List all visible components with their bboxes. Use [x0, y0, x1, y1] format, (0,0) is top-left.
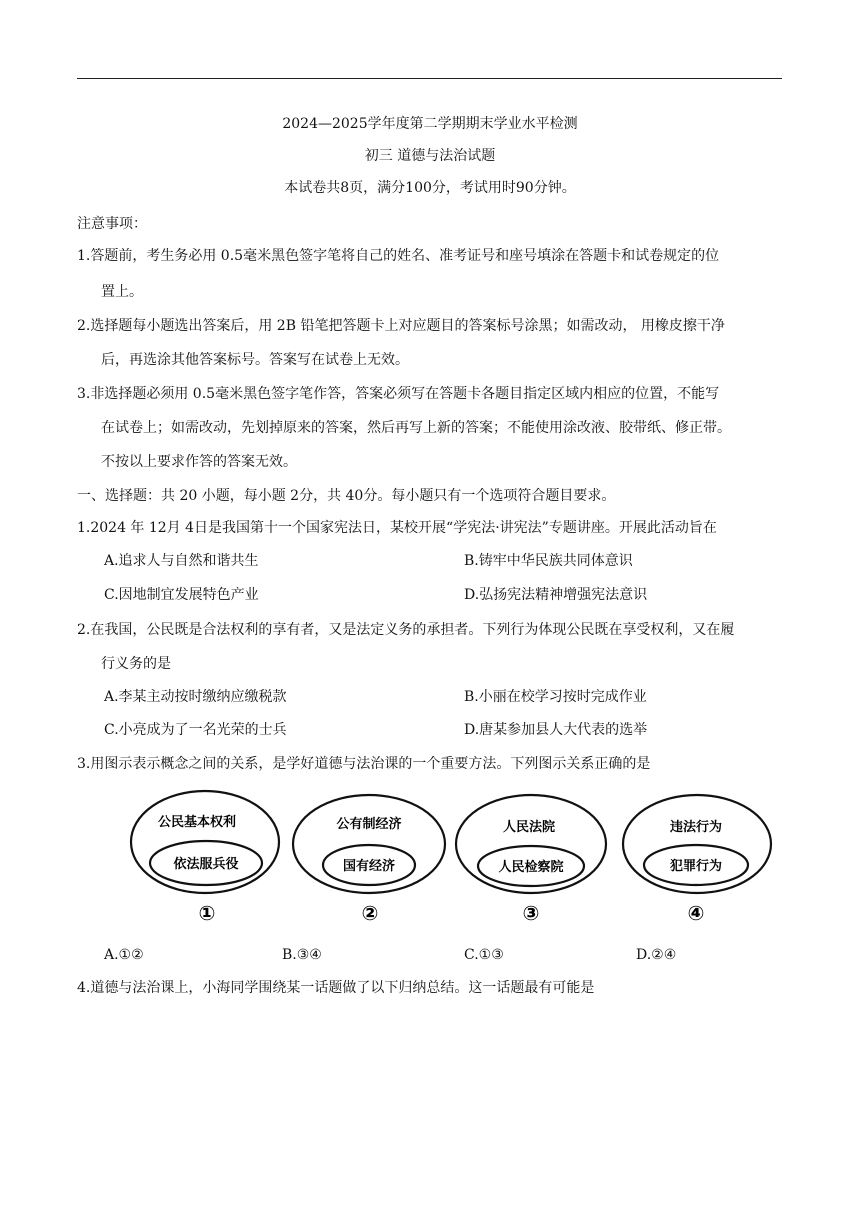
exam-title: 2024—2025学年度第二学期期末学业水平检测 [282, 116, 578, 132]
q3-option-d[interactable]: D.②④ [636, 947, 677, 963]
q2-stem-line-2: 行义务的是 [101, 656, 171, 672]
q1-option-d[interactable]: D.弘扬宪法精神增强宪法意识 [464, 587, 648, 603]
q2-option-b[interactable]: B.小丽在校学习按时完成作业 [464, 689, 647, 705]
notice-item-3-line-1: 3.非选择题必须用 0.5毫米黑色签字笔作答，答案必须写在答题卡各题目指定区域内相应的位置，不能写 [77, 386, 720, 402]
diagram-2 [293, 795, 445, 925]
q3-option-b[interactable]: B.③④ [282, 947, 322, 963]
exam-subtitle: 初三 道德与法治试题 [364, 148, 496, 164]
q2-stem-line-1: 2.在我国，公民既是合法权利的享有者，又是法定义务的承担者。下列行为体现公民既在享受权利，又在履 [77, 622, 735, 638]
q2-option-a[interactable]: A.李某主动按时缴纳应缴税款 [104, 689, 287, 705]
q3-option-c[interactable]: C.①③ [464, 947, 504, 963]
diagram-4-number: ④ [687, 901, 705, 925]
diagram-4-outer-label: 违法行为 [669, 820, 723, 835]
diagram-4-inner-label: 犯罪行为 [669, 859, 723, 874]
q1-option-a[interactable]: A.追求人与自然和谐共生 [104, 553, 259, 569]
q1-option-c[interactable]: C.因地制宜发展特色产业 [104, 587, 259, 603]
diagram-1 [131, 791, 279, 925]
diagram-2-outer-label: 公有制经济 [336, 817, 402, 832]
diagram-3 [456, 795, 606, 925]
notice-item-3-line-2: 在试卷上；如需改动，先划掉原来的答案，然后再写上新的答案；不能使用涂改液、胶带纸、修正带。 [101, 420, 731, 436]
diagram-3-inner-label: 人民检察院 [498, 860, 564, 875]
q3-stem: 3.用图示表示概念之间的关系，是学好道德与法治课的一个重要方法。下列图示关系正确的是 [77, 756, 651, 772]
notice-item-1-line-2: 置上。 [101, 284, 143, 300]
notice-item-2-line-2: 后，再选涂其他答案标号。答案写在试卷上无效。 [101, 352, 409, 368]
diagram-1-number: ① [198, 901, 216, 925]
diagram-4 [623, 795, 771, 925]
q1-option-b[interactable]: B.铸牢中华民族共同体意识 [464, 553, 633, 569]
q4-stem: 4.道德与法治课上，小海同学围绕某一话题做了以下归纳总结。这一话题最有可能是 [77, 980, 595, 996]
diagram-1-inner-label: 依法服兵役 [173, 857, 239, 872]
diagram-1-outer-label: 公民基本权利 [157, 815, 237, 830]
exam-info: 本试卷共8页，满分100分，考试用时90分钟。 [284, 180, 576, 196]
section-1-heading: 一、选择题：共 20 小题，每小题 2分，共 40分。每小题只有一个选项符合题目要求。 [77, 488, 616, 504]
diagram-3-outer-ellipse [456, 795, 606, 893]
notice-item-1-line-1: 1.答题前，考生务必用 0.5毫米黑色签字笔将自己的姓名、准考证号和座号填涂在答题卡和试卷规定的位 [77, 248, 720, 264]
diagram-2-inner-label: 国有经济 [342, 859, 396, 874]
diagram-3-number: ③ [522, 901, 540, 925]
q2-option-c[interactable]: C.小亮成为了一名光荣的士兵 [104, 722, 287, 738]
q1-stem: 1.2024 年 12月 4日是我国第十一个国家宪法日，某校开展“学宪法·讲宪法”专题讲座。开展此活动旨在 [77, 520, 717, 536]
top-rule [77, 78, 782, 79]
q3-concept-diagrams [120, 788, 790, 932]
notice-heading: 注意事项： [77, 216, 147, 232]
q3-option-a[interactable]: A.①② [104, 947, 144, 963]
notice-item-2-line-1: 2.选择题每小题选出答案后，用 2B 铅笔把答题卡上对应题目的答案标号涂黑；如需改动， 用橡皮擦干净 [77, 318, 725, 334]
q2-option-d[interactable]: D.唐某参加县人大代表的选举 [464, 722, 648, 738]
diagram-2-number: ② [361, 901, 379, 925]
notice-item-3-line-3: 不按以上要求作答的答案无效。 [101, 454, 297, 470]
diagram-3-outer-label: 人民法院 [502, 820, 556, 835]
